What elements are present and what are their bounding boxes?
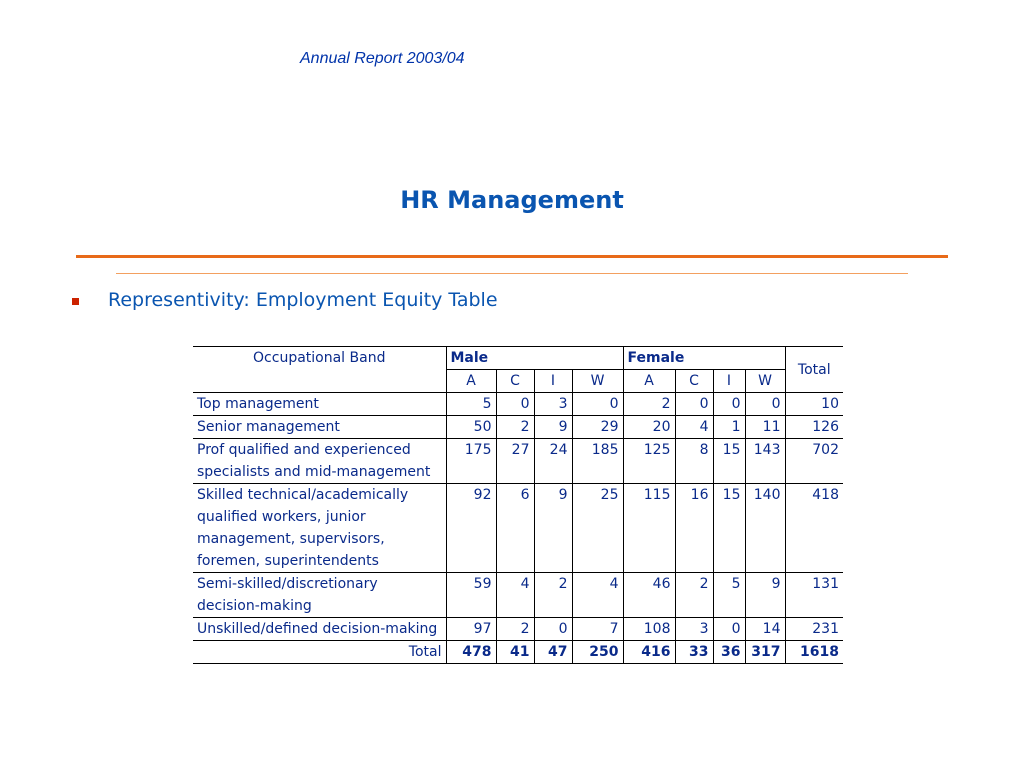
table-total-row bbox=[193, 641, 843, 664]
cell-value: 46 bbox=[623, 573, 675, 618]
cell-value: 5 bbox=[713, 573, 745, 618]
subheader-male-a: A bbox=[446, 370, 496, 393]
cell-value: 115 bbox=[623, 484, 675, 573]
row-band-label: Unskilled/defined decision-making bbox=[193, 618, 446, 641]
table-row bbox=[193, 573, 843, 618]
cell-value: 2 bbox=[675, 573, 713, 618]
cell-value: 15 bbox=[713, 484, 745, 573]
cell-row-total: 231 bbox=[785, 618, 843, 641]
cell-value: 0 bbox=[534, 618, 572, 641]
employment-equity-table bbox=[193, 346, 843, 664]
cell-total-value: 33 bbox=[675, 641, 713, 664]
cell-value: 7 bbox=[572, 618, 623, 641]
total-row-label: Total bbox=[193, 641, 446, 664]
cell-value: 15 bbox=[713, 439, 745, 484]
subheader-male-w: W bbox=[572, 370, 623, 393]
cell-value: 0 bbox=[713, 393, 745, 416]
cell-value: 0 bbox=[745, 393, 785, 416]
cell-value: 125 bbox=[623, 439, 675, 484]
table-row bbox=[193, 393, 843, 416]
row-band-label: Top management bbox=[193, 393, 446, 416]
title-rule-thin bbox=[116, 273, 908, 274]
cell-grand-total: 1618 bbox=[785, 641, 843, 664]
cell-value: 8 bbox=[675, 439, 713, 484]
table-row bbox=[193, 416, 843, 439]
subheader-female-w: W bbox=[745, 370, 785, 393]
cell-value: 9 bbox=[534, 416, 572, 439]
cell-value: 11 bbox=[745, 416, 785, 439]
row-band-label: Semi-skilled/discretionary decision-making bbox=[193, 573, 446, 618]
subheader-male-i: I bbox=[534, 370, 572, 393]
cell-value: 140 bbox=[745, 484, 785, 573]
cell-value: 24 bbox=[534, 439, 572, 484]
table-row bbox=[193, 618, 843, 641]
subheader-female-a: A bbox=[623, 370, 675, 393]
header-occupational-band: Occupational Band bbox=[193, 347, 446, 393]
report-title: Annual Report 2003/04 bbox=[300, 50, 465, 67]
cell-value: 4 bbox=[675, 416, 713, 439]
cell-value: 0 bbox=[572, 393, 623, 416]
cell-value: 25 bbox=[572, 484, 623, 573]
cell-value: 4 bbox=[496, 573, 534, 618]
cell-value: 0 bbox=[496, 393, 534, 416]
cell-row-total: 10 bbox=[785, 393, 843, 416]
cell-value: 5 bbox=[446, 393, 496, 416]
header-female: Female bbox=[623, 347, 785, 370]
cell-total-value: 36 bbox=[713, 641, 745, 664]
table-row bbox=[193, 439, 843, 484]
cell-value: 9 bbox=[745, 573, 785, 618]
title-rule-thick bbox=[76, 255, 948, 258]
cell-value: 0 bbox=[675, 393, 713, 416]
cell-value: 14 bbox=[745, 618, 785, 641]
cell-row-total: 418 bbox=[785, 484, 843, 573]
cell-value: 92 bbox=[446, 484, 496, 573]
table-row bbox=[193, 484, 843, 573]
bullet-square-icon bbox=[72, 298, 79, 305]
cell-total-value: 47 bbox=[534, 641, 572, 664]
cell-value: 20 bbox=[623, 416, 675, 439]
cell-value: 2 bbox=[496, 618, 534, 641]
cell-value: 9 bbox=[534, 484, 572, 573]
cell-value: 16 bbox=[675, 484, 713, 573]
cell-value: 59 bbox=[446, 573, 496, 618]
section-subtitle: Representivity: Employment Equity Table bbox=[108, 289, 498, 311]
row-band-label: Prof qualified and experienced specialists and mid-management bbox=[193, 439, 446, 484]
cell-total-value: 317 bbox=[745, 641, 785, 664]
cell-value: 185 bbox=[572, 439, 623, 484]
row-band-label: Senior management bbox=[193, 416, 446, 439]
cell-row-total: 126 bbox=[785, 416, 843, 439]
subheader-male-c: C bbox=[496, 370, 534, 393]
cell-value: 3 bbox=[534, 393, 572, 416]
cell-total-value: 41 bbox=[496, 641, 534, 664]
cell-value: 4 bbox=[572, 573, 623, 618]
cell-value: 175 bbox=[446, 439, 496, 484]
cell-total-value: 250 bbox=[572, 641, 623, 664]
cell-row-total: 131 bbox=[785, 573, 843, 618]
cell-value: 2 bbox=[534, 573, 572, 618]
cell-value: 6 bbox=[496, 484, 534, 573]
subheader-female-c: C bbox=[675, 370, 713, 393]
header-total: Total bbox=[785, 347, 843, 393]
cell-value: 3 bbox=[675, 618, 713, 641]
cell-value: 27 bbox=[496, 439, 534, 484]
cell-total-value: 478 bbox=[446, 641, 496, 664]
row-band-label: Skilled technical/academically qualified workers, junior management, supervisors, foremen, superintendents bbox=[193, 484, 446, 573]
cell-value: 2 bbox=[623, 393, 675, 416]
cell-value: 2 bbox=[496, 416, 534, 439]
slide-title: HR Management bbox=[400, 186, 624, 214]
cell-value: 108 bbox=[623, 618, 675, 641]
cell-value: 97 bbox=[446, 618, 496, 641]
cell-value: 0 bbox=[713, 618, 745, 641]
subheader-female-i: I bbox=[713, 370, 745, 393]
cell-value: 143 bbox=[745, 439, 785, 484]
cell-total-value: 416 bbox=[623, 641, 675, 664]
header-male: Male bbox=[446, 347, 623, 370]
cell-value: 50 bbox=[446, 416, 496, 439]
cell-row-total: 702 bbox=[785, 439, 843, 484]
cell-value: 1 bbox=[713, 416, 745, 439]
cell-value: 29 bbox=[572, 416, 623, 439]
